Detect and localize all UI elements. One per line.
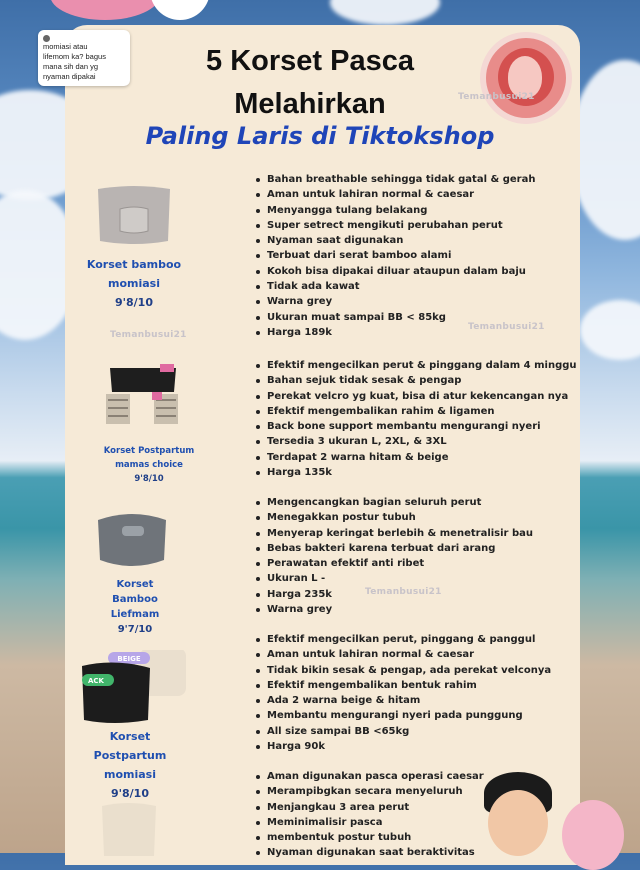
list-item: Tidak bikin sesak & pengap, ada perekat velconya — [253, 663, 551, 678]
list-item: Bebas bakteri karena terbuat dari arang — [253, 541, 533, 556]
product-5-features — [253, 769, 484, 861]
list-item: Aman digunakan pasca operasi caesar — [253, 769, 484, 784]
product-name-1: Korset bamboo momiasi 9'8/10 — [78, 255, 190, 312]
list-item: Tersedia 3 ukuran L, 2XL, & 3XL — [253, 434, 577, 449]
watermark: Temanbusui21 — [458, 92, 535, 102]
list-item: Perekat velcro yg kuat, bisa di atur kekencangan nya — [253, 389, 577, 404]
product-1-features — [253, 172, 535, 340]
list-item: Menyerap keringat berlebih & menetralisir bau — [253, 526, 533, 541]
product-rating: 9'7/10 — [117, 624, 153, 635]
list-item: Harga 90k — [253, 739, 551, 754]
list-item: Nyaman saat digunakan — [253, 233, 535, 248]
cloud — [330, 0, 440, 25]
list-item: Harga 235k — [253, 587, 533, 602]
list-item: Kokoh bisa dipakai diluar ataupun dalam baju — [253, 264, 535, 279]
list-item: Bahan breathable sehingga tidak gatal & gerah — [253, 172, 535, 187]
black-postpartum-belt-image — [100, 360, 188, 434]
product-rating: 9'8/10 — [114, 296, 153, 309]
belt-tag-ack: ACK — [88, 677, 104, 685]
character-face-illustration — [488, 790, 548, 856]
list-item: Harga 135k — [253, 465, 577, 480]
list-item: Back bone support membantu mengurangi nyeri — [253, 419, 577, 434]
watermark: Temanbusui21 — [468, 322, 545, 332]
watermark: Temanbusui21 — [365, 587, 442, 597]
list-item: Mengencangkan bagian seluruh perut — [253, 495, 533, 510]
list-item: Meminimalisir pasca — [253, 815, 484, 830]
list-item: Aman untuk lahiran normal & caesar — [253, 647, 551, 662]
page-title: 5 Korset Pasca Melahirkan — [206, 45, 414, 120]
list-item: Efektif mengembalikan rahim & ligamen — [253, 404, 577, 419]
product-2-features — [253, 358, 577, 480]
pink-decoration — [50, 0, 160, 20]
comment-header — [43, 34, 125, 42]
product-name-2: Korset Postpartum mamas choice 9'8/10 — [95, 444, 203, 486]
list-item: Membantu mengurangi nyeri pada punggung — [253, 708, 551, 723]
pink-character-illustration — [562, 800, 624, 870]
list-item: Efektif mengembalikan bentuk rahim — [253, 678, 551, 693]
list-item: Ada 2 warna beige & hitam — [253, 693, 551, 708]
grey-liefmam-belt-image — [92, 508, 172, 572]
product-name-3: Korset Bamboo Liefmam 9'7/10 — [95, 577, 175, 637]
product-rating: 9'8/10 — [134, 474, 164, 484]
cloud — [570, 60, 640, 240]
list-item: Ukuran L - — [253, 571, 533, 586]
page-subtitle: Paling Laris di Tiktokshop — [145, 122, 495, 150]
list-item: Nyaman digunakan saat beraktivitas — [253, 845, 484, 860]
list-item: Harga 189k — [253, 325, 535, 340]
list-item: Super setrect mengikuti perubahan perut — [253, 218, 535, 233]
reply-comment-bubble[interactable] — [38, 30, 130, 86]
watermark: Temanbusui21 — [110, 330, 187, 340]
womb-illustration — [480, 32, 572, 124]
postpartum-belt-beige-black-image — [78, 650, 188, 728]
list-item: Menjangkau 3 area perut — [253, 800, 484, 815]
list-item: Aman untuk lahiran normal & caesar — [253, 187, 535, 202]
list-item: Efektif mengecilkan perut & pinggang dalam 4 minggu — [253, 358, 577, 373]
comment-text: momiasi atau lifemom ka? bagus mana sih dan yg nyaman dipakai — [43, 42, 106, 81]
list-item: Menyangga tulang belakang — [253, 203, 535, 218]
product-3-features — [253, 495, 533, 617]
list-item: Warna grey — [253, 294, 535, 309]
list-item: Terbuat dari serat bamboo alami — [253, 248, 535, 263]
list-item: Efektif mengecilkan perut, pinggang & panggul — [253, 632, 551, 647]
list-item: membentuk postur tubuh — [253, 830, 484, 845]
cloud — [580, 300, 640, 360]
list-item: Merampibgkan secara menyeluruh — [253, 784, 484, 799]
list-item: Terdapat 2 warna hitam & beige — [253, 450, 577, 465]
list-item: Tidak ada kawat — [253, 279, 535, 294]
avatar — [43, 35, 50, 42]
list-item: Warna grey — [253, 602, 533, 617]
list-item: Menegakkan postur tubuh — [253, 510, 533, 525]
product-rating: 9'8/10 — [110, 787, 149, 800]
white-decoration — [150, 0, 210, 20]
beige-belt-image — [96, 800, 162, 856]
product-4-features — [253, 632, 551, 754]
product-name-4: Korset Postpartum momiasi 9'8/10 — [72, 727, 188, 803]
list-item: Perawatan efektif anti ribet — [253, 556, 533, 571]
list-item: All size sampai BB <65kg — [253, 724, 551, 739]
grey-bamboo-belt-image — [92, 183, 176, 247]
belt-tag-beige: BEIGE — [117, 655, 141, 663]
list-item: Ukuran muat sampai BB < 85kg — [253, 310, 535, 325]
list-item: Bahan sejuk tidak sesak & pengap — [253, 373, 577, 388]
